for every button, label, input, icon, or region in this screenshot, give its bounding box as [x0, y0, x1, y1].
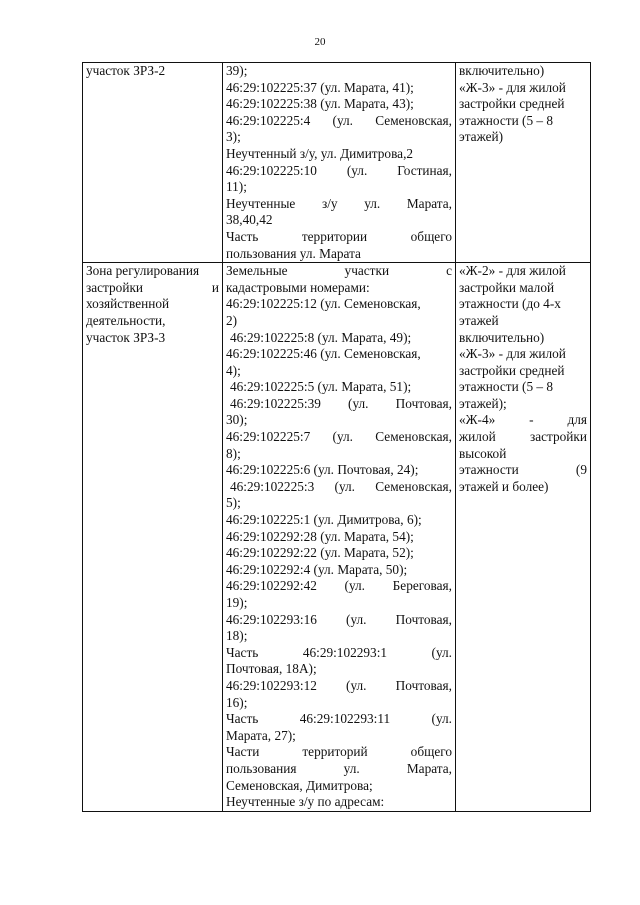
cell-text-line: 46:29:102293:12 (ул. Почтовая,: [226, 677, 452, 693]
cell-text-line: 46:29:102225:7 (ул. Семеновская,: [226, 429, 452, 445]
cell-text-line: 46:29:102225:37 (ул. Марата, 41);: [226, 79, 414, 95]
cell-text-line: «Ж-2» - для жилой: [459, 263, 566, 279]
zone-name-cell: [83, 63, 223, 263]
cell-text-line: 46:29:102292:42 (ул. Береговая,: [226, 578, 452, 594]
parcels-cell: [223, 63, 456, 263]
cell-text-line: Части территорий общего: [226, 744, 452, 760]
cell-text-line: участок ЗРЗ-2: [86, 63, 166, 78]
cell-text-line: застройки средней: [459, 362, 565, 378]
cell-text-line: 38,40,42: [226, 212, 273, 228]
zones-table: [82, 62, 591, 812]
cell-text-line: 18);: [226, 628, 248, 644]
cell-text-line: «Ж-3» - для жилой: [459, 346, 566, 362]
cell-text-line: 8);: [226, 445, 241, 461]
cell-text-line: этажей: [459, 312, 499, 328]
cell-text-line: Часть территории общего: [226, 228, 452, 244]
cell-text-line: 11);: [226, 179, 247, 195]
cell-text-line: включительно): [459, 329, 545, 345]
cell-text-line: 16);: [226, 694, 248, 710]
cell-text-line: 46:29:102225:8 (ул. Марата, 49);: [230, 329, 412, 345]
cell-text-line: пользования ул. Марата,: [226, 760, 452, 776]
cell-text-line: 2): [226, 312, 238, 328]
cell-text-line: участок ЗРЗ-3: [86, 329, 166, 345]
zone-name-cell: [83, 263, 223, 812]
cell-text-line: 46:29:102293:16 (ул. Почтовая,: [226, 611, 452, 627]
cell-text-line: 19);: [226, 595, 248, 610]
cell-text-line: 46:29:102225:39 (ул. Почтовая,: [230, 395, 452, 411]
cell-text-line: этажей и более): [459, 478, 549, 494]
cell-text-line: 46:29:102225:46 (ул. Семеновская,: [226, 346, 421, 362]
cell-text-line: Зона регулирования: [86, 263, 200, 279]
cell-text-line: 46:29:102292:28 (ул. Марата, 54);: [226, 528, 414, 544]
cell-text-line: 46:29:102292:4 (ул. Марата, 50);: [226, 561, 408, 577]
cell-text-line: 46:29:102225:5 (ул. Марата, 51);: [230, 379, 412, 395]
cell-text-line: Неучтенные з/у по адресам:: [226, 794, 385, 810]
cell-text-line: кадастровыми номерами:: [226, 279, 370, 295]
cell-text-line: застройки и: [86, 279, 219, 295]
cell-text-line: этажей);: [459, 395, 507, 411]
cell-text-line: пользования ул. Марата: [226, 245, 361, 261]
cell-text-line: Семеновская, Димитрова;: [226, 777, 373, 793]
cell-text-line: 46:29:102225:38 (ул. Марата, 43);: [226, 96, 414, 112]
cell-text-line: застройки средней: [459, 96, 565, 112]
cell-text-line: Неучтенные з/у ул. Марата,: [226, 195, 452, 211]
cell-text-line: Земельные участки с: [226, 263, 452, 279]
cell-text-line: Часть 46:29:102293:11 (ул.: [226, 711, 452, 727]
cell-text-line: застройки малой: [459, 279, 555, 295]
table-row: [83, 263, 591, 812]
cell-text-line: 46:29:102225:4 (ул. Семеновская,: [226, 112, 452, 128]
cell-text-line: 46:29:102225:1 (ул. Димитрова, 6);: [226, 512, 422, 528]
allowed-zones-cell: [456, 263, 591, 812]
allowed-zones-cell: [456, 63, 591, 263]
cell-text-line: этажности (5 – 8: [459, 112, 554, 128]
cell-text-line: Марата, 27);: [226, 727, 296, 743]
cell-text-line: деятельности,: [86, 312, 166, 328]
cell-text-line: Почтовая, 18А);: [226, 661, 317, 677]
cell-text-line: 46:29:102225:6 (ул. Почтовая, 24);: [226, 462, 419, 478]
cell-text-line: 39);: [226, 63, 248, 78]
cell-text-line: этажей): [459, 129, 504, 145]
cell-text-line: 5);: [226, 495, 241, 511]
table-row: [83, 63, 591, 263]
cell-text-line: 46:29:102225:10 (ул. Гостиная,: [226, 162, 452, 178]
cell-text-line: этажности (5 – 8: [459, 379, 554, 395]
cell-text-line: этажности (до 4-х: [459, 296, 561, 312]
page-number: 20: [314, 36, 326, 48]
cell-text-line: 3);: [226, 129, 241, 145]
cell-text-line: 30);: [226, 412, 248, 428]
cell-text-line: высокой: [459, 445, 507, 461]
cell-text-line: «Ж-4» - для: [459, 412, 587, 428]
cell-text-line: 4);: [226, 362, 241, 378]
parcels-cell: [223, 263, 456, 812]
cell-text-line: 46:29:102225:12 (ул. Семеновская,: [226, 296, 421, 312]
cell-text-line: 46:29:102292:22 (ул. Марата, 52);: [226, 545, 414, 561]
cell-text-line: жилой застройки: [459, 429, 587, 445]
cell-text-line: этажности (9: [459, 462, 587, 478]
cell-text-line: 46:29:102225:3 (ул. Семеновская,: [230, 478, 452, 494]
cell-text-line: Часть 46:29:102293:1 (ул.: [226, 644, 452, 660]
cell-text-line: хозяйственной: [86, 296, 170, 312]
cell-text-line: «Ж-3» - для жилой: [459, 79, 566, 95]
cell-text-line: Неучтенный з/у, ул. Димитрова,2: [226, 145, 414, 161]
cell-text-line: включительно): [459, 63, 545, 78]
